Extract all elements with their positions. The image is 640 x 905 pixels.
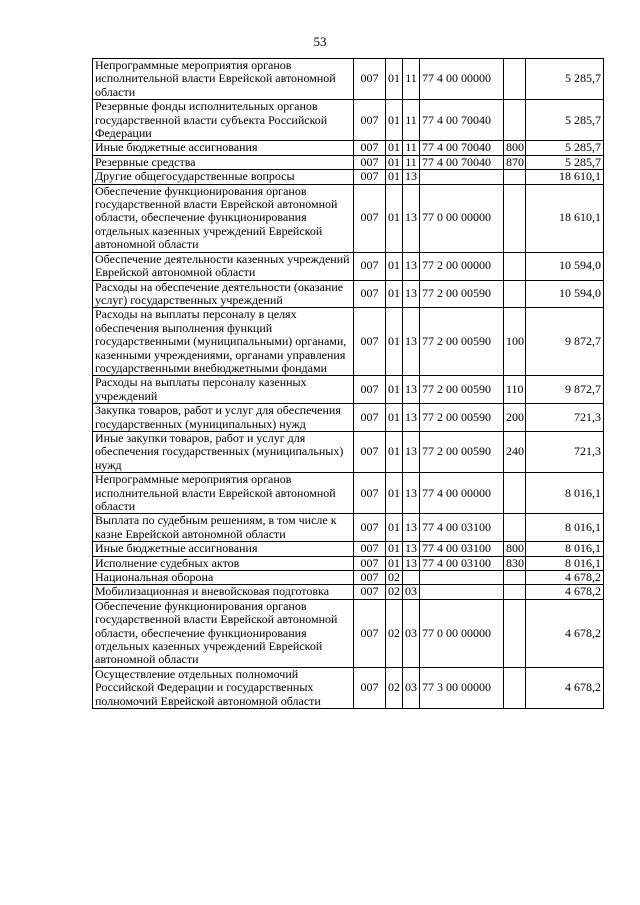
expense-name-cell: Резервные средства xyxy=(93,155,354,169)
expense-type-cell: 870 xyxy=(504,155,526,169)
table-row xyxy=(93,404,604,432)
section-code-cell: 01 xyxy=(386,308,403,376)
ministry-code-cell: 007 xyxy=(354,599,386,667)
expense-type-cell xyxy=(504,599,526,667)
ministry-code-cell: 007 xyxy=(354,473,386,514)
section-code-cell: 01 xyxy=(386,155,403,169)
subsection-code-cell xyxy=(403,571,420,585)
subsection-code-cell: 11 xyxy=(403,141,420,155)
amount-cell: 8 016,1 xyxy=(526,514,604,542)
target-article-cell: 77 4 00 70040 xyxy=(420,155,504,169)
table-row xyxy=(93,252,604,280)
expense-type-cell xyxy=(504,473,526,514)
subsection-code-cell: 13 xyxy=(403,170,420,184)
budget-table-body xyxy=(93,59,604,709)
amount-cell: 4 678,2 xyxy=(526,599,604,667)
ministry-code-cell: 007 xyxy=(354,667,386,708)
target-article-cell: 77 2 00 00590 xyxy=(420,308,504,376)
expense-name-cell: Обеспечение деятельности казенных учреждений Еврейской автономной области xyxy=(93,252,354,280)
ministry-code-cell: 007 xyxy=(354,155,386,169)
expense-name-cell: Непрограммные мероприятия органов исполнительной власти Еврейской автономной области xyxy=(93,59,354,100)
ministry-code-cell: 007 xyxy=(354,100,386,141)
expense-name-cell: Осуществление отдельных полномочий Российской Федерации и государственных полномочий Еврейской автономной области xyxy=(93,667,354,708)
amount-cell: 10 594,0 xyxy=(526,280,604,308)
subsection-code-cell: 11 xyxy=(403,59,420,100)
section-code-cell: 02 xyxy=(386,571,403,585)
expense-type-cell xyxy=(504,514,526,542)
section-code-cell: 01 xyxy=(386,170,403,184)
section-code-cell: 01 xyxy=(386,252,403,280)
ministry-code-cell: 007 xyxy=(354,571,386,585)
ministry-code-cell: 007 xyxy=(354,141,386,155)
amount-cell: 4 678,2 xyxy=(526,571,604,585)
ministry-code-cell: 007 xyxy=(354,556,386,570)
section-code-cell: 01 xyxy=(386,431,403,472)
table-row xyxy=(93,556,604,570)
target-article-cell: 77 2 00 00000 xyxy=(420,252,504,280)
table-row xyxy=(93,431,604,472)
table-row xyxy=(93,667,604,708)
table-row xyxy=(93,585,604,599)
target-article-cell xyxy=(420,585,504,599)
target-article-cell: 77 3 00 00000 xyxy=(420,667,504,708)
amount-cell: 4 678,2 xyxy=(526,585,604,599)
amount-cell: 18 610,1 xyxy=(526,184,604,252)
expense-name-cell: Другие общегосударственные вопросы xyxy=(93,170,354,184)
ministry-code-cell: 007 xyxy=(354,308,386,376)
table-row xyxy=(93,542,604,556)
expense-name-cell: Расходы на выплаты персоналу казенных учреждений xyxy=(93,376,354,404)
expense-name-cell: Иные бюджетные ассигнования xyxy=(93,141,354,155)
section-code-cell: 01 xyxy=(386,141,403,155)
target-article-cell: 77 4 00 00000 xyxy=(420,473,504,514)
section-code-cell: 01 xyxy=(386,473,403,514)
ministry-code-cell: 007 xyxy=(354,184,386,252)
amount-cell: 5 285,7 xyxy=(526,100,604,141)
ministry-code-cell: 007 xyxy=(354,252,386,280)
expense-type-cell xyxy=(504,280,526,308)
subsection-code-cell: 13 xyxy=(403,376,420,404)
subsection-code-cell: 13 xyxy=(403,404,420,432)
expense-name-cell: Расходы на выплаты персоналу в целях обеспечения выполнения функций государственными (муниципальными) органами, казенными учреждениями, органами управления государственными внебюджетными фондами xyxy=(93,308,354,376)
ministry-code-cell: 007 xyxy=(354,170,386,184)
subsection-code-cell: 03 xyxy=(403,585,420,599)
page-number: 53 xyxy=(313,34,327,49)
amount-cell: 5 285,7 xyxy=(526,155,604,169)
amount-cell: 8 016,1 xyxy=(526,473,604,514)
ministry-code-cell: 007 xyxy=(354,585,386,599)
target-article-cell xyxy=(420,170,504,184)
amount-cell: 721,3 xyxy=(526,431,604,472)
table-row xyxy=(93,100,604,141)
expense-type-cell: 200 xyxy=(504,404,526,432)
expense-type-cell xyxy=(504,59,526,100)
expense-type-cell xyxy=(504,184,526,252)
subsection-code-cell: 03 xyxy=(403,599,420,667)
subsection-code-cell: 13 xyxy=(403,514,420,542)
amount-cell: 4 678,2 xyxy=(526,667,604,708)
subsection-code-cell: 11 xyxy=(403,100,420,141)
expense-type-cell xyxy=(504,170,526,184)
amount-cell: 10 594,0 xyxy=(526,252,604,280)
subsection-code-cell: 13 xyxy=(403,184,420,252)
table-row xyxy=(93,155,604,169)
table-row xyxy=(93,59,604,100)
expense-name-cell: Иные закупки товаров, работ и услуг для обеспечения государственных (муниципальных) нужд xyxy=(93,431,354,472)
subsection-code-cell: 13 xyxy=(403,542,420,556)
ministry-code-cell: 007 xyxy=(354,431,386,472)
expense-type-cell xyxy=(504,100,526,141)
target-article-cell: 77 4 00 03100 xyxy=(420,556,504,570)
amount-cell: 18 610,1 xyxy=(526,170,604,184)
expense-name-cell: Резервные фонды исполнительных органов государственной власти субъекта Российской Федерации xyxy=(93,100,354,141)
expense-name-cell: Расходы на обеспечение деятельности (оказание услуг) государственных учреждений xyxy=(93,280,354,308)
expense-name-cell: Обеспечение функционирования органов государственной власти Еврейской автономной области, обеспечение функционирования отдельных казенных учреждений Еврейской автономной области xyxy=(93,599,354,667)
expense-type-cell: 800 xyxy=(504,542,526,556)
target-article-cell: 77 2 00 00590 xyxy=(420,376,504,404)
amount-cell: 5 285,7 xyxy=(526,141,604,155)
expense-type-cell xyxy=(504,585,526,599)
table-row xyxy=(93,376,604,404)
table-row xyxy=(93,308,604,376)
subsection-code-cell: 13 xyxy=(403,280,420,308)
expense-type-cell: 830 xyxy=(504,556,526,570)
expense-type-cell xyxy=(504,252,526,280)
table-row xyxy=(93,514,604,542)
expense-name-cell: Иные бюджетные ассигнования xyxy=(93,542,354,556)
expense-type-cell xyxy=(504,667,526,708)
table-row xyxy=(93,141,604,155)
subsection-code-cell: 13 xyxy=(403,308,420,376)
target-article-cell: 77 2 00 00590 xyxy=(420,404,504,432)
section-code-cell: 01 xyxy=(386,280,403,308)
target-article-cell: 77 4 00 03100 xyxy=(420,514,504,542)
section-code-cell: 01 xyxy=(386,404,403,432)
ministry-code-cell: 007 xyxy=(354,59,386,100)
section-code-cell: 01 xyxy=(386,542,403,556)
target-article-cell: 77 4 00 00000 xyxy=(420,59,504,100)
subsection-code-cell: 11 xyxy=(403,155,420,169)
section-code-cell: 01 xyxy=(386,59,403,100)
amount-cell: 9 872,7 xyxy=(526,308,604,376)
section-code-cell: 01 xyxy=(386,184,403,252)
ministry-code-cell: 007 xyxy=(354,514,386,542)
expense-type-cell xyxy=(504,571,526,585)
target-article-cell: 77 2 00 00590 xyxy=(420,280,504,308)
section-code-cell: 02 xyxy=(386,667,403,708)
target-article-cell: 77 4 00 70040 xyxy=(420,141,504,155)
expense-name-cell: Обеспечение функционирования органов государственной власти Еврейской автономной области, обеспечение функционирования отдельных казенных учреждений Еврейской автономной области xyxy=(93,184,354,252)
section-code-cell: 01 xyxy=(386,376,403,404)
amount-cell: 721,3 xyxy=(526,404,604,432)
subsection-code-cell: 13 xyxy=(403,473,420,514)
expense-type-cell: 100 xyxy=(504,308,526,376)
amount-cell: 8 016,1 xyxy=(526,542,604,556)
expense-name-cell: Национальная оборона xyxy=(93,571,354,585)
table-row xyxy=(93,599,604,667)
table-row xyxy=(93,571,604,585)
expense-type-cell: 240 xyxy=(504,431,526,472)
amount-cell: 5 285,7 xyxy=(526,59,604,100)
subsection-code-cell: 03 xyxy=(403,667,420,708)
section-code-cell: 02 xyxy=(386,585,403,599)
table-row xyxy=(93,170,604,184)
section-code-cell: 01 xyxy=(386,100,403,141)
ministry-code-cell: 007 xyxy=(354,376,386,404)
target-article-cell: 77 4 00 70040 xyxy=(420,100,504,141)
target-article-cell: 77 4 00 03100 xyxy=(420,542,504,556)
target-article-cell: 77 0 00 00000 xyxy=(420,184,504,252)
table-row xyxy=(93,473,604,514)
section-code-cell: 02 xyxy=(386,599,403,667)
subsection-code-cell: 13 xyxy=(403,556,420,570)
expense-type-cell: 800 xyxy=(504,141,526,155)
expense-name-cell: Мобилизационная и вневойсковая подготовка xyxy=(93,585,354,599)
subsection-code-cell: 13 xyxy=(403,431,420,472)
expense-name-cell: Исполнение судебных актов xyxy=(93,556,354,570)
target-article-cell: 77 2 00 00590 xyxy=(420,431,504,472)
ministry-code-cell: 007 xyxy=(354,404,386,432)
expense-name-cell: Выплата по судебным решениям, в том числе к казне Еврейской автономной области xyxy=(93,514,354,542)
section-code-cell: 01 xyxy=(386,556,403,570)
section-code-cell: 01 xyxy=(386,514,403,542)
ministry-code-cell: 007 xyxy=(354,280,386,308)
budget-table xyxy=(92,58,604,709)
expense-type-cell: 110 xyxy=(504,376,526,404)
target-article-cell: 77 0 00 00000 xyxy=(420,599,504,667)
target-article-cell xyxy=(420,571,504,585)
table-row xyxy=(93,280,604,308)
table-row xyxy=(93,184,604,252)
amount-cell: 8 016,1 xyxy=(526,556,604,570)
amount-cell: 9 872,7 xyxy=(526,376,604,404)
ministry-code-cell: 007 xyxy=(354,542,386,556)
subsection-code-cell: 13 xyxy=(403,252,420,280)
expense-name-cell: Закупка товаров, работ и услуг для обеспечения государственных (муниципальных) нужд xyxy=(93,404,354,432)
expense-name-cell: Непрограммные мероприятия органов исполнительной власти Еврейской автономной области xyxy=(93,473,354,514)
